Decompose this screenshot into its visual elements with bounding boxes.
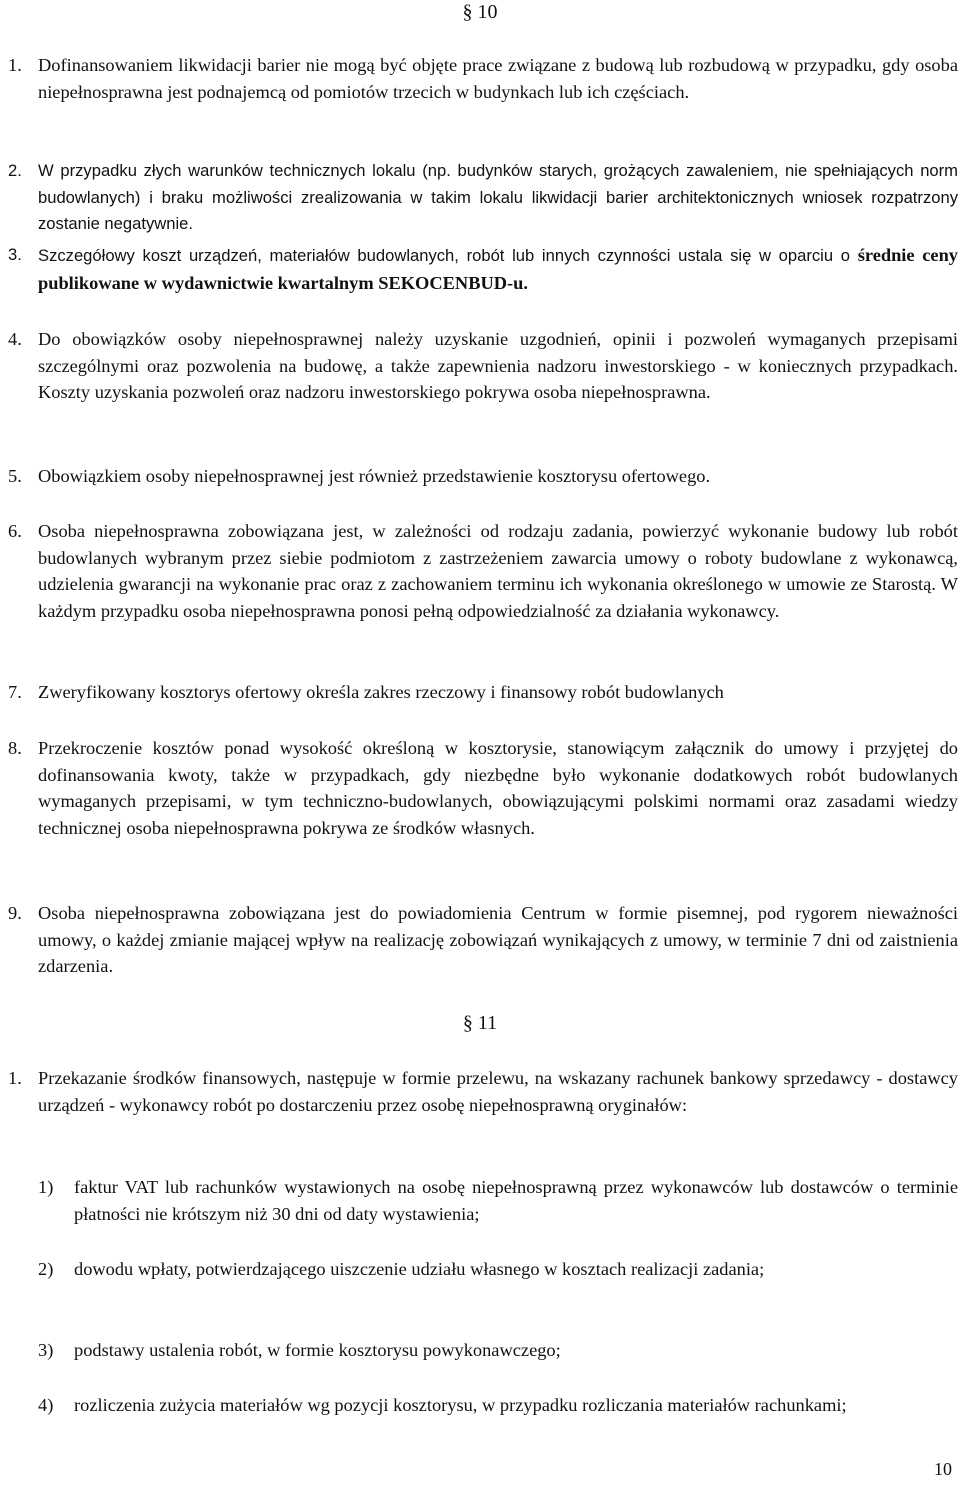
section-heading-11: § 11 [462, 1012, 498, 1034]
paragraph-number: 4. [8, 329, 22, 349]
paragraph-number: 9. [8, 903, 22, 923]
paragraph-text: Przekroczenie kosztów ponad wysokość określoną w kosztorysie, stanowiącym załącznik do umowy i przyjętej do dofinansowania kwoty, także w przypadkach, gdy niezbędne było wykonanie dodatkowych robót budowlanych wymaganych przepisami, w tym techniczno-budowlanych, obowiązującymi polskimi normami oraz zasadami wiedzy technicznej osoba niepełnosprawna pokrywa ze środków własnych. [38, 738, 958, 838]
paragraph-text: Obowiązkiem osoby niepełnosprawnej jest również przedstawienie kosztorysu ofertowego. [38, 466, 711, 486]
subitem-number: 2) [38, 1259, 54, 1279]
subitem-text: rozliczenia zużycia materiałów wg pozycji kosztorysu, w przypadku rozliczania materiałów rachunkami; [74, 1395, 847, 1415]
subitem-text: faktur VAT lub rachunków wystawionych na osobę niepełnosprawną przez wykonawców lub dostawców o terminie płatności nie krótszym niż 30 dni od daty wystawienia; [74, 1177, 958, 1224]
paragraph-text: Dofinansowaniem likwidacji barier nie mogą być objęte prace związane z budową lub rozbudową w przypadku, gdy osoba niepełnosprawna jest podnajemcą od pomiotów trzecich w budynkach lub ich częściach. [38, 55, 958, 102]
paragraph-number: 5. [8, 466, 22, 486]
paragraph-10-5 [8, 463, 958, 490]
subitem-text: dowodu wpłaty, potwierdzającego uiszczenie udziału własnego w kosztach realizacji zadania; [74, 1259, 765, 1279]
subitem-number: 1) [38, 1177, 54, 1197]
paragraph-10-6 [8, 518, 958, 624]
page-number: 10 [934, 1459, 952, 1479]
paragraph-text: Do obowiązków osoby niepełnosprawnej należy uzyskanie uzgodnień, opinii i pozwoleń wymaganych przepisami szczególnymi oraz pozwolenia na budowę, a także zapewnienia nadzoru inwestorskiego - w koniecznych przypadkach. Koszty uzyskania pozwoleń oraz nadzoru inwestorskiego pokrywa osoba niepełnosprawna. [38, 329, 958, 402]
paragraph-text: Osoba niepełnosprawna zobowiązana jest, w zależności od rodzaju zadania, powierzyć wykonanie budowy lub robót budowlanych wybranym przez siebie podmiotom z zastrzeżeniem zawarcia umowy o roboty budowlane z wykonawcą, udzielenia gwarancji na wykonanie prac oraz z zachowaniem terminu ich wykonania określonego w umowie ze Starostą. W każdym przypadku osoba niepełnosprawna ponosi pełną odpowiedzialność za działania wykonawcy. [38, 521, 958, 621]
subitem-text: podstawy ustalenia robót, w formie kosztorysu powykonawczego; [74, 1340, 561, 1360]
section-heading-10: § 10 [462, 1, 498, 23]
paragraph-text-regular: Szczegółowy koszt urządzeń, materiałów budowlanych, robót lub innych czynności ustala się w oparciu o [38, 246, 858, 265]
paragraph-10-3 [8, 242, 958, 297]
paragraph-number: 3. [8, 245, 22, 264]
paragraph-number: 6. [8, 521, 22, 541]
paragraph-number: 2. [8, 161, 22, 180]
paragraph-number: 7. [8, 682, 22, 702]
paragraph-10-2 [8, 158, 958, 238]
subitem-2 [38, 1256, 958, 1283]
paragraph-number: 1. [8, 55, 22, 75]
subitem-1 [38, 1174, 958, 1227]
paragraph-text: Przekazanie środków finansowych, następuje w formie przelewu, na wskazany rachunek bankowy sprzedawcy - dostawcy urządzeń - wykonawcy robót po dostarczeniu przez osobę niepełnosprawną oryginałów: [38, 1068, 958, 1115]
paragraph-10-7 [8, 679, 958, 706]
subitem-number: 3) [38, 1340, 54, 1360]
paragraph-text: W przypadku złych warunków technicznych lokalu (np. budynków starych, grożących zawaleniem, nie spełniających norm budowlanych) i braku możliwości zrealizowania w takim lokalu likwidacji barier architektonicznych wniosek rozpatrzony zostanie negatywnie. [38, 161, 958, 233]
paragraph-10-8 [8, 735, 958, 841]
paragraph-text: Osoba niepełnosprawna zobowiązana jest do powiadomienia Centrum w formie pisemnej, pod rygorem nieważności umowy, o każdej zmianie mającej wpływ na realizację zobowiązań wynikających z umowy, w terminie 7 dni od zaistnienia zdarzenia. [38, 903, 958, 976]
subitem-number: 4) [38, 1395, 54, 1415]
paragraph-text: Zweryfikowany kosztorys ofertowy określa zakres rzeczowy i finansowy robót budowlanych [38, 682, 724, 702]
paragraph-text [38, 242, 958, 297]
subitem-4 [38, 1392, 958, 1419]
subitem-3 [38, 1337, 958, 1364]
paragraph-number: 1. [8, 1068, 22, 1088]
paragraph-10-9 [8, 900, 958, 980]
paragraph-text-bold: średnie ceny publikowane w wydawnictwie kwartalnym SEKOCENBUD-u. [38, 245, 959, 293]
paragraph-10-1 [8, 52, 958, 105]
paragraph-number: 8. [8, 738, 22, 758]
paragraph-10-4 [8, 326, 958, 406]
paragraph-11-1 [8, 1065, 958, 1118]
